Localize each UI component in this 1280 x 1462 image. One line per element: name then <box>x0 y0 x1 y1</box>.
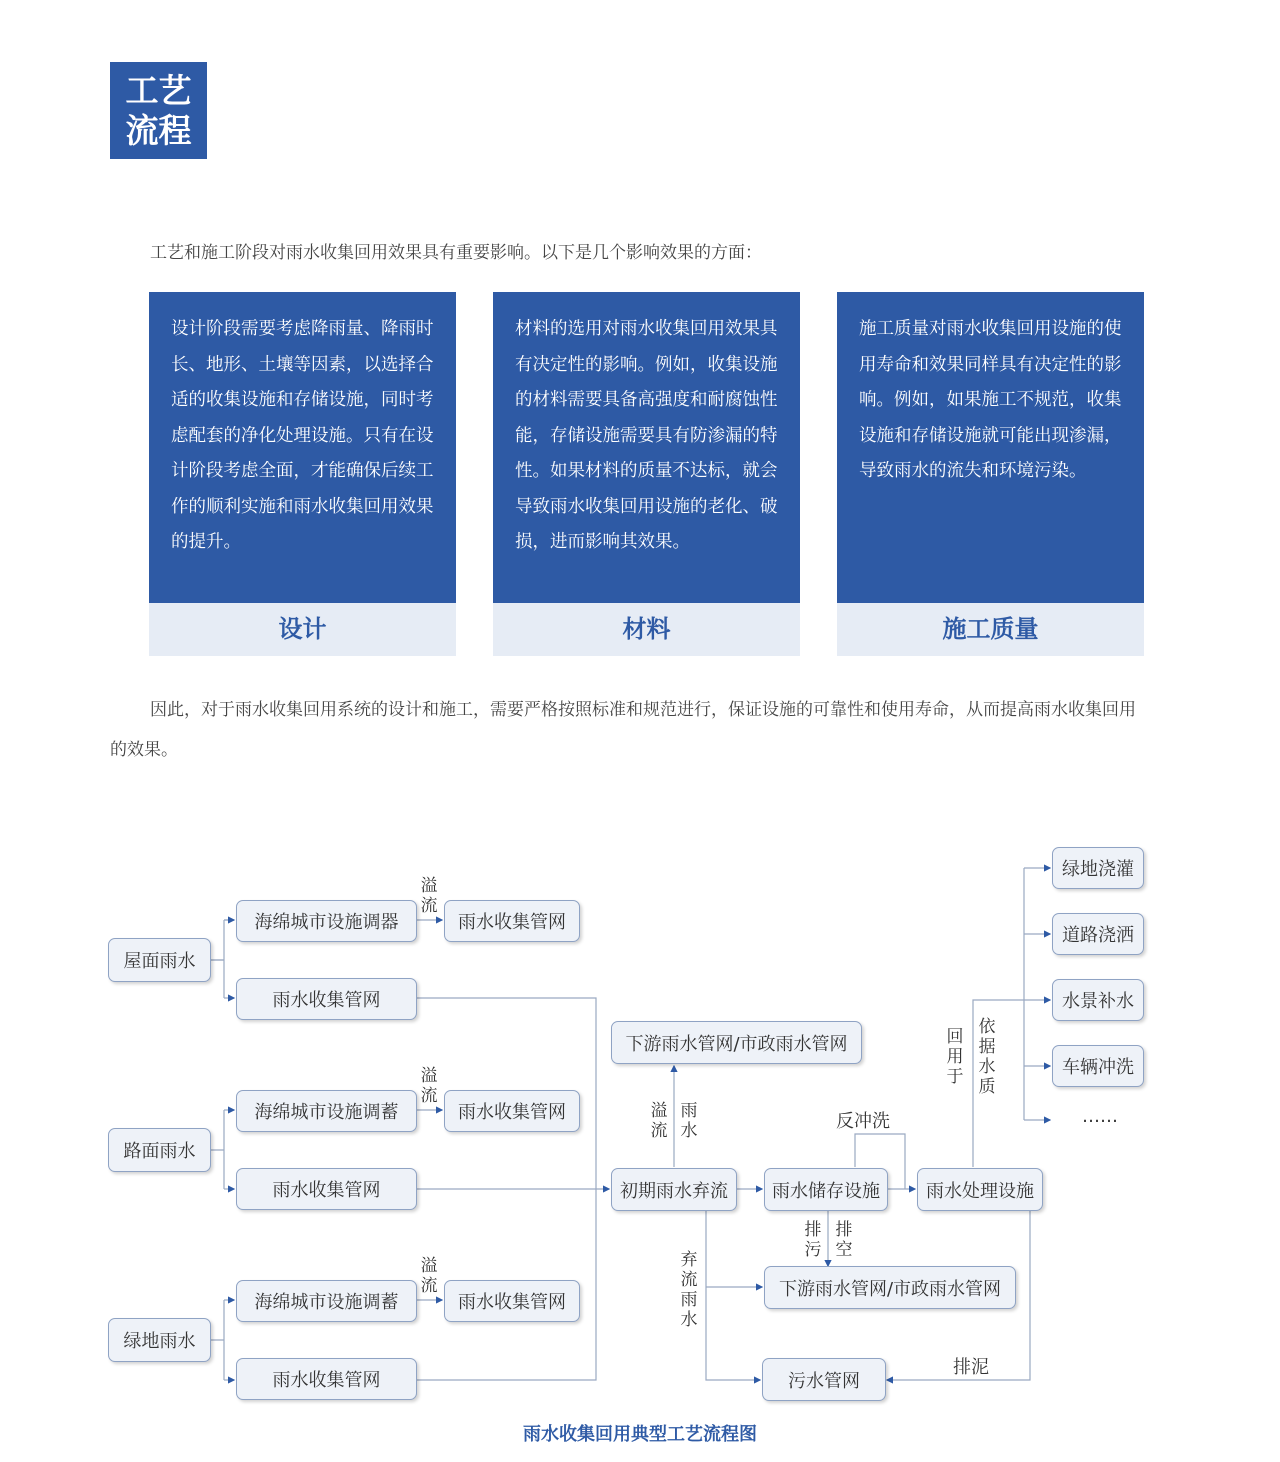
source-roof-rain: 屋面雨水 <box>108 938 211 982</box>
rain-treatment-facility: 雨水处理设施 <box>917 1168 1043 1211</box>
overflow-network-3: 雨水收集管网 <box>444 1280 580 1322</box>
sponge-facility-3: 海绵城市设施调蓄 <box>236 1280 417 1322</box>
reuse-label: 回用于 <box>946 1027 964 1087</box>
use-vehicle-washing: 车辆冲洗 <box>1052 1045 1144 1087</box>
use-green-irrigation: 绿地浇灌 <box>1052 847 1144 889</box>
diagram-caption: 雨水收集回用典型工艺流程图 <box>523 1424 757 1445</box>
source-road-rain: 路面雨水 <box>108 1128 211 1172</box>
sewer-network: 污水管网 <box>762 1358 886 1401</box>
discharge-empty-label: 排空 <box>835 1220 853 1260</box>
overflow-rain-label: 溢流 <box>650 1101 668 1141</box>
section-title-line2: 流程 <box>125 111 192 150</box>
collection-network-3: 雨水收集管网 <box>236 1358 417 1400</box>
card-construction-label: 施工质量 <box>837 603 1144 656</box>
conclusion-text: 因此，对于雨水收集回用系统的设计和施工，需要严格按照标准和规范进行，保证设施的可靠性和使用寿命，从而提高雨水收集回用的效果。 <box>110 700 1136 760</box>
overflow-label-2: 溢流 <box>420 1066 438 1106</box>
card-material-text: 材料的选用对雨水收集回用效果具有决定性的影响。例如，收集设施的材料需要具备高强度和耐腐蚀性能，存储设施需要具有防渗漏的特性。如果材料的质量不达标，就会导致雨水收集回用设施的老化、破损，进而影响其效果。 <box>493 292 800 603</box>
downstream-network-top: 下游雨水管网/市政雨水管网 <box>611 1021 862 1064</box>
discharge-sewage-label: 排污 <box>804 1220 822 1260</box>
intro-text: 工艺和施工阶段对雨水收集回用效果具有重要影响。以下是几个影响效果的方面： <box>150 243 762 263</box>
overflow-label-1: 溢流 <box>420 876 438 916</box>
use-landscape-water: 水景补水 <box>1052 979 1144 1021</box>
card-design-label: 设计 <box>149 603 456 656</box>
uses-ellipsis: …… <box>1082 1106 1118 1127</box>
initial-rain-discard: 初期雨水弃流 <box>611 1168 737 1211</box>
downstream-network-bottom: 下游雨水管网/市政雨水管网 <box>764 1266 1016 1309</box>
collection-network-1: 雨水收集管网 <box>236 978 417 1020</box>
backwash-label: 反冲洗 <box>836 1111 890 1132</box>
by-quality-label: 依据水质 <box>978 1017 996 1097</box>
sponge-facility-1: 海绵城市设施调器 <box>236 900 417 942</box>
card-material-label: 材料 <box>493 603 800 656</box>
discard-rain-label: 弃流雨水 <box>680 1250 698 1330</box>
collection-network-2: 雨水收集管网 <box>236 1168 417 1210</box>
overflow-label-3: 溢流 <box>420 1256 438 1296</box>
source-green-rain: 绿地雨水 <box>108 1318 211 1362</box>
overflow-network-2: 雨水收集管网 <box>444 1090 580 1132</box>
use-road-sprinkling: 道路浇洒 <box>1052 913 1144 955</box>
sponge-facility-2: 海绵城市设施调蓄 <box>236 1090 417 1132</box>
rain-label: 雨水 <box>680 1101 698 1141</box>
section-title-line1: 工艺 <box>125 71 192 110</box>
sludge-label: 排泥 <box>953 1357 989 1378</box>
rain-storage-facility: 雨水储存设施 <box>764 1168 888 1211</box>
card-construction-text: 施工质量对雨水收集回用设施的使用寿命和效果同样具有决定性的影响。例如，如果施工不规范，收集设施和存储设施就可能出现渗漏，导致雨水的流失和环境污染。 <box>837 292 1144 603</box>
card-design-text: 设计阶段需要考虑降雨量、降雨时长、地形、土壤等因素，以选择合适的收集设施和存储设施，同时考虑配套的净化处理设施。只有在设计阶段考虑全面，才能确保后续工作的顺利实施和雨水收集回用效果的提升。 <box>149 292 456 603</box>
overflow-network-1: 雨水收集管网 <box>444 900 580 942</box>
